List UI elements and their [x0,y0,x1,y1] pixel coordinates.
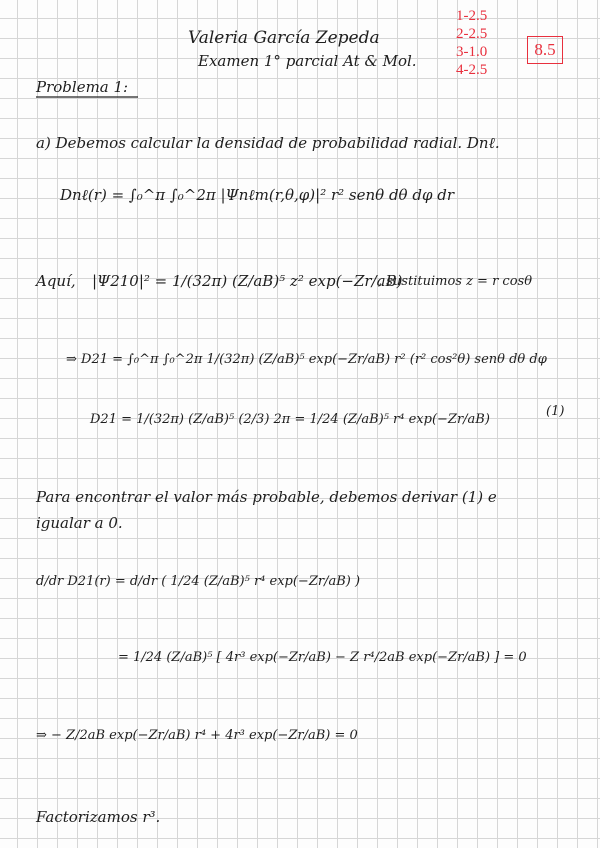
text-line-2: igualar a 0. [36,514,123,532]
problem-title: Problema 1: [36,78,129,96]
grade-item-3: 3-1.0 [456,44,488,60]
psi-formula: |Ψ210|² = 1/(32π) (Z/aB)⁵ z² exp(−Zr/aB) [92,272,403,290]
grade-item-4: 4-2.5 [456,62,488,78]
student-name: Valeria García Zepeda [188,28,380,48]
dnl-formula: Dnℓ(r) = ∫₀^π ∫₀^2π |Ψnℓm(r,θ,φ)|² r² senθ dθ dφ dr [60,186,455,204]
total-grade: 8.5 [527,36,563,64]
grade-item-1: 1-2.5 [456,8,488,24]
text-line-1: Para encontrar el valor más probable, debemos derivar (1) e [36,488,497,506]
intro-text: a) Debemos calcular la densidad de probabilidad radial. Dnℓ. [36,134,500,152]
d21-result: D21 = 1/(32π) (Z/aB)⁵ (2/3) 2π = 1/24 (Z/aB)⁵ r⁴ exp(−Zr/aB) [90,412,490,427]
substitute-note: , sustituimos z = r cosθ [378,274,533,289]
d21-integral: ⇒ D21 = ∫₀^π ∫₀^2π 1/(32π) (Z/aB)⁵ exp(−Zr/aB) r² (r² cos²θ) senθ dθ dφ [66,352,547,367]
factor-text: Factorizamos r³. [36,808,161,826]
derivative-line-2: = 1/24 (Z/aB)⁵ [ 4r³ exp(−Zr/aB) − Z r⁴/2aB exp(−Zr/aB) ] = 0 [118,650,527,665]
derivative-line-3: ⇒ − Z/2aB exp(−Zr/aB) r⁴ + 4r³ exp(−Zr/aB) = 0 [36,728,358,743]
equation-number: (1) [546,404,565,419]
derivative-line-1: d/dr D21(r) = d/dr ( 1/24 (Z/aB)⁵ r⁴ exp(−Zr/aB) ) [36,574,361,589]
psi-prefix: Aquí, [36,272,76,290]
grade-item-2: 2-2.5 [456,26,488,42]
exam-title: Examen 1° parcial At & Mol. [198,52,417,70]
